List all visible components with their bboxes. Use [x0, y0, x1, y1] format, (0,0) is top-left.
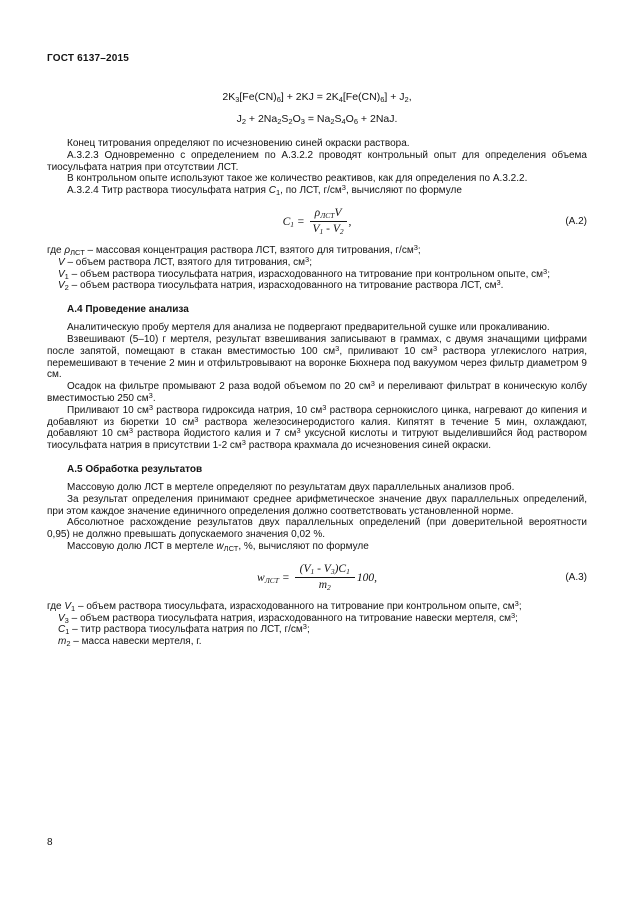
chemical-equation-1: $2K_3[Fe(CN)_6] + 2KJ = 2K_4[Fe(CN)_6] + J_2$, — [222, 91, 412, 104]
paragraph: А.3.2.4 Титр раствора тиосульфата натрия $C_1$, по ЛСТ, $г/см^3$, вычисляют по формуле — [67, 183, 462, 198]
formula-a3-numerator: $(V_1 - V_3)C_1$ — [295, 563, 355, 578]
formula-a2 — [47, 206, 587, 238]
paragraph: За результат определения принимают среднее арифметическое значение двух параллельных определений, при этом каждое значение единичного определения должно соответствовать установленной норме. — [47, 493, 587, 517]
document-header: ГОСТ 6137–2015 — [47, 53, 130, 64]
formula-a3-tail: 100, — [356, 571, 377, 584]
formula-a3-denominator: $m_2$ — [318, 579, 331, 593]
chemical-equations — [47, 91, 587, 125]
formula-a3-number: (А.3) — [565, 572, 587, 584]
paragraph: В контрольном опыте используют такое же количество реактивов, как для определения по А.3.2.2. — [67, 173, 528, 185]
formula-a2-number: (А.2) — [565, 216, 587, 228]
formula-a3-expression — [257, 563, 377, 592]
section-a3-body — [47, 138, 587, 197]
paragraph: Абсолютное расхождение результатов двух параллельных определений (при доверительной вероятности 0,95) не должно превышать допускаемого значения 0,02 %. — [47, 517, 587, 541]
formula-a3-fraction — [295, 563, 355, 592]
formula-a2-fraction — [310, 207, 347, 236]
formula-a2-numerator: $\rho_{ЛСТ}V$ — [310, 207, 347, 222]
paragraph: Приливают 10 $см^3$ раствора гидроксида натрия, 10 $см^3$ раствора сернокислого цинка, нагревают до кипения и добавляют из бюретки 10 $см^3$ раствора железосинеродистого калия. Кипятят в течение 5 мин, охлаждают, добавляют 10 $см^3$ раствора йодистого калия и 7 $см^3$ уксусной кислоты и титруют выделившийся йод раствором тиосульфата натрия в присутствии 1-2 $см^3$ раствора крахмала до исчезновения синей окраски. — [47, 402, 587, 452]
legend-line: $V_1$ – объем раствора тиосульфата натрия, израсходованного на титрование при контрольном опыте, $см^3$; — [58, 266, 550, 281]
legend-line: $V_2$ – объем раствора тиосульфата натрия, израсходованного на титрование раствора ЛСТ, $см^3$. — [58, 278, 504, 293]
paragraph: Конец титрования определяют по исчезновению синей окраски раствора. — [67, 138, 410, 149]
legend-line: $V_3$ – объем раствора тиосульфата натрия, израсходованного на титрование навески мертеля, $см^3$; — [58, 610, 518, 625]
paragraph: Аналитическую пробу мертеля для анализа не подвергают предварительной сушке или прокаливанию. — [67, 322, 550, 334]
formula-a2-lhs: $C_1$ = — [282, 215, 305, 229]
paragraph: Осадок на фильтре промывают 2 раза водой объемом по 20 $см^3$ и переливают фильтрат в коническую колбу вместимостью 250 $см^3$. — [47, 379, 588, 404]
page-number: 8 — [47, 837, 53, 848]
section-a4-body — [47, 322, 587, 452]
legend-line: $C_1$ – титр раствора тиосульфата натрия по ЛСТ, $г/см^3$; — [58, 622, 310, 637]
paragraph: Массовую долю ЛСТ в мертеле определяют по результатам двух параллельных анализов проб. — [67, 481, 515, 493]
formula-a2-denominator: $V_1 - V_2$ — [312, 223, 344, 237]
legend-line: где $\rho_{ЛСТ}$ – массовая концентрация раствора ЛСТ, взятого для титрования, $г/см^3$; — [47, 242, 421, 257]
formula-a3-legend — [47, 598, 587, 649]
paragraph: А.3.2.3 Одновременно с определением по А.3.2.2 проводят контрольный опыт для определения объема тиосульфата натрия при отсутствии ЛСТ. — [47, 149, 587, 173]
legend-line: $m_2$ – масса навески мертеля, г. — [58, 636, 202, 649]
formula-a3 — [47, 562, 587, 594]
section-a5-body — [47, 482, 587, 553]
formula-a2-legend — [47, 242, 587, 293]
paragraph: Массовую долю ЛСТ в мертеле $w_{ЛСТ}$, %, вычисляют по формуле — [67, 540, 369, 553]
chemical-equation-2: $J_2 + 2Na_2S_2O_3 = Na_2S_4O_6 + 2NaJ$. — [236, 113, 398, 126]
formula-a2-expression — [283, 207, 352, 236]
page-content — [47, 53, 587, 648]
section-a5-heading: А.5 Обработка результатов — [67, 463, 203, 475]
formula-a3-lhs: $w_{ЛСТ}$ = — [257, 571, 290, 585]
legend-line: V – объем раствора ЛСТ, взятого для титрования, $см^3$; — [58, 254, 312, 268]
section-a4-heading: А.4 Проведение анализа — [67, 304, 189, 316]
formula-a2-tail: , — [348, 215, 352, 228]
paragraph: Взвешивают (5–10) г мертеля, результат взвешивания записывают в граммах, с двумя значащими цифрами после запятой, помещают в стакан вместимостью 100 $см^3$, приливают 10 $см^3$ раствора углекислого натрия, перемешивают в течение 2 мин и отфильтровывают на воронке Бюхнера под вакуумом через фильтр диаметром 9 см. — [47, 333, 587, 381]
legend-line: где $V_1$ – объем раствора тиосульфата, израсходованного на титрование при контрольном опыте, $см^3$; — [47, 598, 522, 613]
